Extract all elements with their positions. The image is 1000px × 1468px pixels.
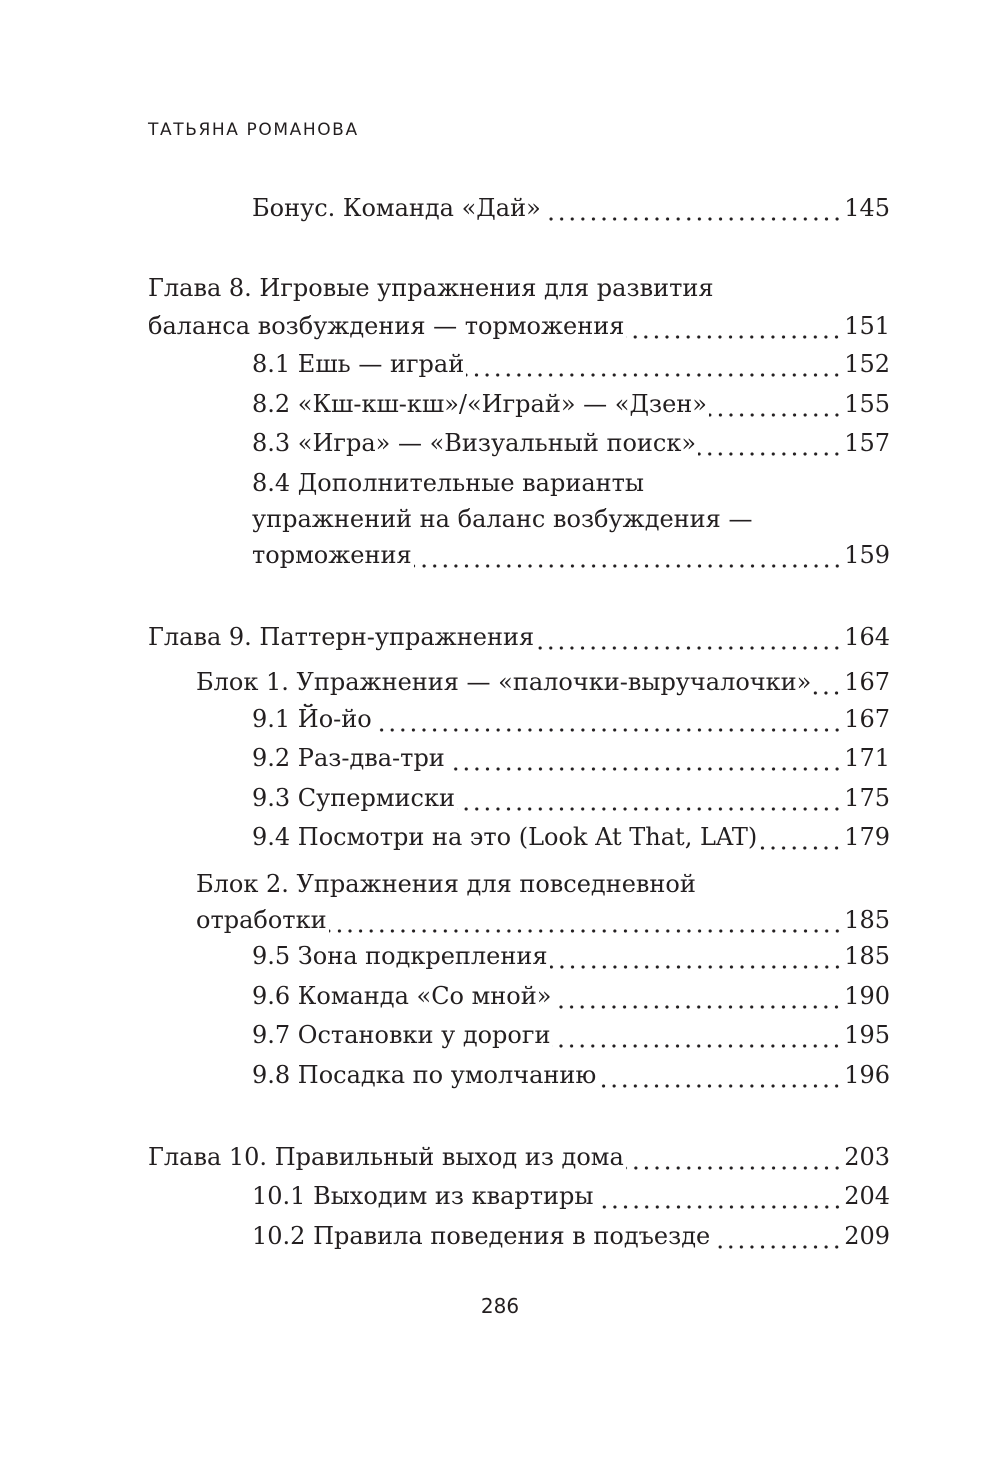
toc-entry-9-1[interactable] (252, 701, 890, 737)
toc-entry-title: баланса возбуждения — торможения (148, 312, 625, 340)
toc-entry-page: 145 (844, 194, 890, 222)
dot-leader (447, 740, 842, 776)
toc-entry-page: 185 (844, 942, 890, 970)
toc-entry-8-3[interactable] (252, 425, 890, 461)
toc-entry-title: 8.1 Ешь — играй (252, 350, 465, 378)
toc-entry-9-5[interactable] (252, 938, 890, 974)
toc-entry-title: Глава 8. Игровые упражнения для развития (148, 274, 714, 302)
dot-leader (712, 1218, 842, 1254)
running-head: ТАТЬЯНА РОМАНОВА (148, 120, 359, 140)
toc-entry-page: 209 (844, 1222, 890, 1250)
toc-entry-10-2[interactable] (252, 1218, 890, 1254)
toc-entry-page: 185 (844, 906, 890, 934)
dot-leader (329, 902, 843, 938)
toc-entry-title: 10.1 Выходим из квартиры (252, 1182, 594, 1210)
toc-entry-page: 159 (844, 541, 890, 569)
toc-entry-title: 10.2 Правила поведения в подъезде (252, 1222, 711, 1250)
toc-entry-page: 171 (844, 744, 890, 772)
toc-entry-title: торможения (252, 541, 412, 569)
toc-entry-9-2[interactable] (252, 740, 890, 776)
toc-entry-title: 8.4 Дополнительные варианты (252, 469, 645, 497)
toc-entry-title: 8.2 «Кш-кш-кш»/«Играй» — «Дзен» (252, 390, 707, 418)
dot-leader (543, 190, 842, 226)
toc-entry-title: 8.3 «Игра» — «Визуальный поиск» (252, 429, 697, 457)
dot-leader (626, 1139, 842, 1175)
toc-entry-title: 9.3 Супермиски (252, 784, 455, 812)
toc-entry-title: 9.1 Йо-йо (252, 705, 372, 733)
toc-entry-title: 9.2 Раз-два-три (252, 744, 445, 772)
dot-leader (596, 1178, 843, 1214)
dot-leader (374, 701, 842, 737)
toc-entry-9-8[interactable] (252, 1057, 890, 1093)
toc-entry-title: Бонус. Команда «Дай» (252, 194, 541, 222)
toc-entry-page: 167 (844, 705, 890, 733)
toc-entry-title: 9.7 Остановки у дороги (252, 1021, 551, 1049)
toc-entry-9-4[interactable] (252, 819, 890, 855)
toc-entry-title: 9.6 Команда «Со мной» (252, 982, 552, 1010)
toc-entry-9-3[interactable] (252, 780, 890, 816)
dot-leader (813, 664, 842, 700)
toc-entry-chapter-10[interactable] (148, 1139, 890, 1175)
toc-entry-page: 179 (844, 823, 890, 851)
toc-entry-8-4[interactable] (252, 465, 890, 501)
dot-leader (709, 386, 842, 422)
dot-leader (598, 1057, 842, 1093)
toc-entry-title: упражнений на баланс возбуждения — (252, 505, 753, 533)
toc-entry-8-2[interactable] (252, 386, 890, 422)
dot-leader (552, 1017, 842, 1053)
toc-entry-title: отработки (196, 906, 327, 934)
toc-entry-10-1[interactable] (252, 1178, 890, 1214)
toc-entry-chapter-9[interactable] (148, 619, 890, 655)
toc-entry-title: 9.4 Посмотри на это (Look At That, LAT) (252, 823, 758, 851)
toc-entry-page: 167 (844, 668, 890, 696)
dot-leader (553, 978, 842, 1014)
toc-entry-page: 151 (844, 312, 890, 340)
toc-entry-title: Блок 1. Упражнения — «палочки-выручалочки» (196, 668, 812, 696)
toc-entry-block-2[interactable] (196, 866, 890, 902)
toc-entry-8-4-cont-2[interactable] (252, 537, 890, 573)
toc-entry-page: 195 (844, 1021, 890, 1049)
dot-leader (466, 346, 842, 382)
toc-entry-title: 9.8 Посадка по умолчанию (252, 1061, 597, 1089)
toc-entry-page: 155 (844, 390, 890, 418)
dot-leader (550, 938, 843, 974)
toc-entry-page: 152 (844, 350, 890, 378)
toc-entry-block-2-cont[interactable] (196, 902, 890, 938)
toc-entry-page: 203 (844, 1143, 890, 1171)
dot-leader (414, 537, 843, 573)
toc-entry-bonus[interactable] (252, 190, 890, 226)
dot-leader (626, 308, 842, 344)
toc-entry-page: 196 (844, 1061, 890, 1089)
dot-leader (536, 619, 842, 655)
dot-leader (457, 780, 842, 816)
toc-entry-9-6[interactable] (252, 978, 890, 1014)
toc-entry-title: Глава 9. Паттерн-упражнения (148, 623, 535, 651)
toc-entry-title: 9.5 Зона подкрепления (252, 942, 548, 970)
toc-entry-chapter-8-cont[interactable] (148, 308, 890, 344)
toc-entry-block-1[interactable] (196, 664, 890, 700)
toc-entry-9-7[interactable] (252, 1017, 890, 1053)
toc-entry-page: 190 (844, 982, 890, 1010)
dot-leader (698, 425, 842, 461)
toc-entry-page: 204 (844, 1182, 890, 1210)
toc-entry-title: Глава 10. Правильный выход из дома (148, 1143, 624, 1171)
toc-entry-8-4-cont-1[interactable] (252, 501, 890, 537)
toc-entry-chapter-8[interactable] (148, 270, 890, 306)
toc-entry-page: 157 (844, 429, 890, 457)
toc-entry-page: 175 (844, 784, 890, 812)
toc-entry-8-1[interactable] (252, 346, 890, 382)
toc-entry-title: Блок 2. Упражнения для повседневной (196, 870, 696, 898)
page-number: 286 (480, 1294, 520, 1318)
dot-leader (759, 819, 842, 855)
toc-entry-page: 164 (844, 623, 890, 651)
